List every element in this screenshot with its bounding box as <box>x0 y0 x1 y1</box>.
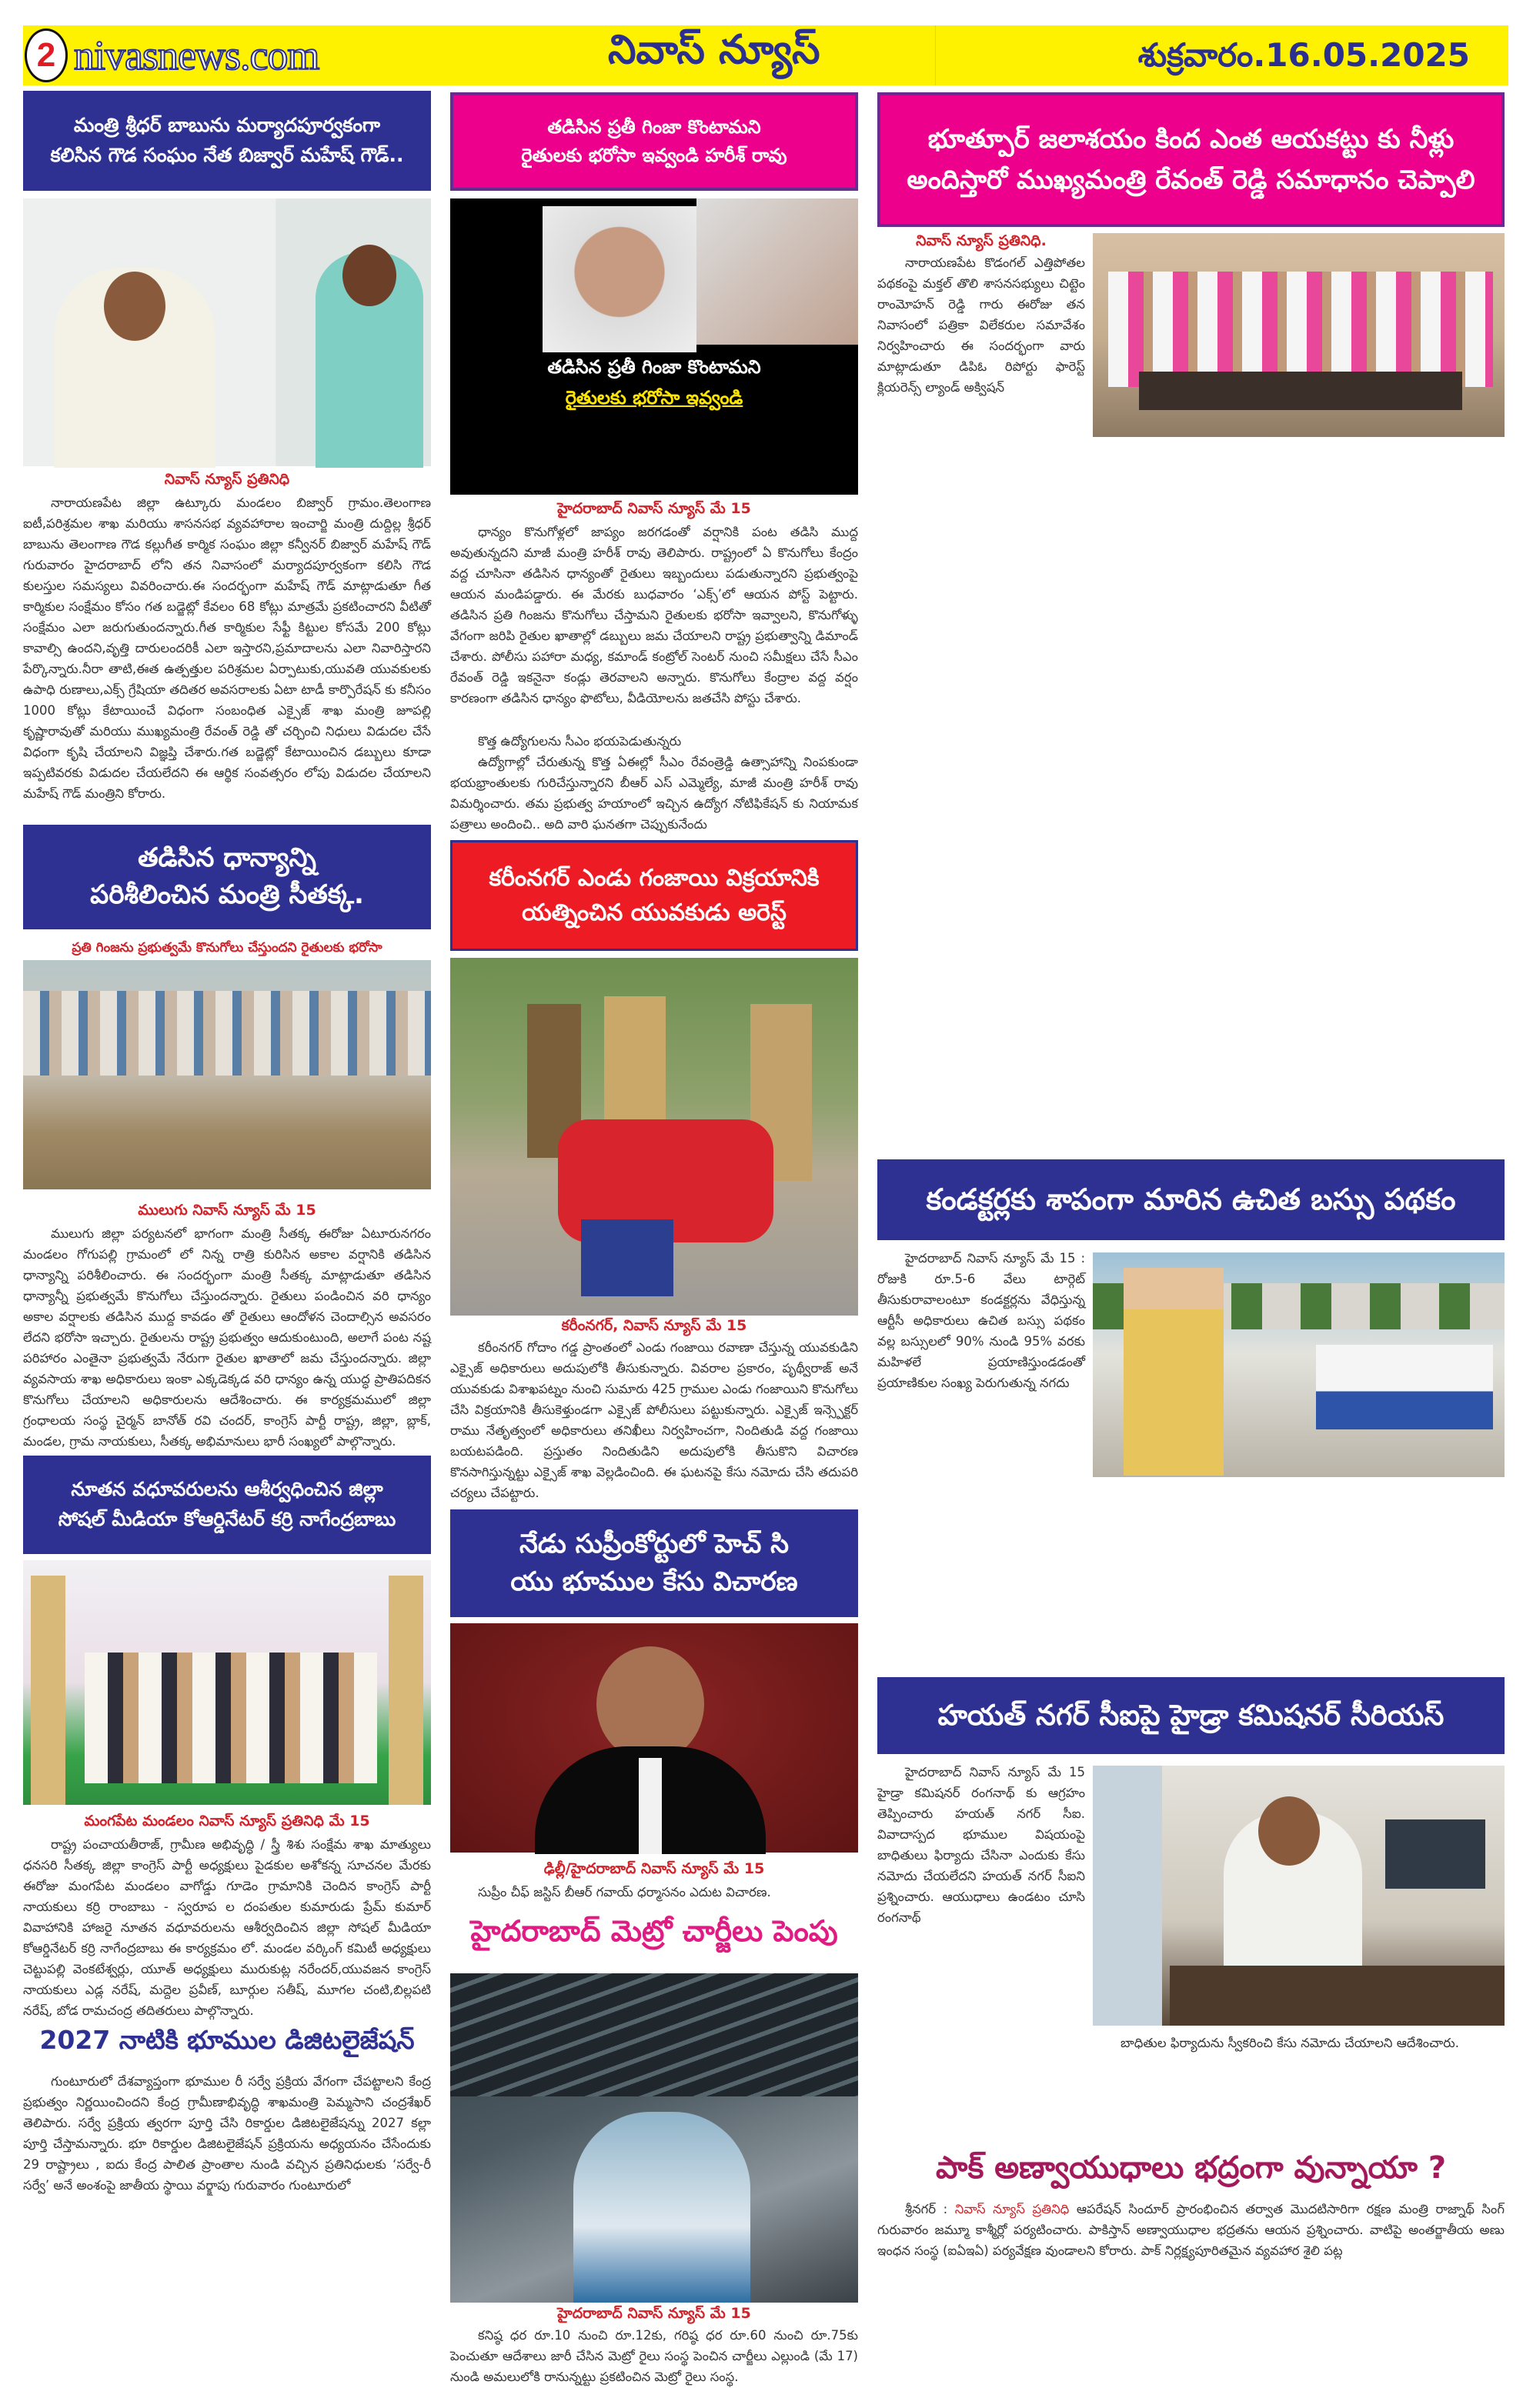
byline: నివాస్ న్యూస్ ప్రతినిధి <box>954 2202 1070 2216</box>
crowd <box>23 991 431 1076</box>
person-standing <box>1093 1766 1162 2026</box>
computer-monitor <box>1385 1819 1485 1889</box>
photo-bus-depot <box>1093 1252 1505 1477</box>
pillar <box>389 1576 423 1805</box>
article-body: కరీంనగర్ గోదాం గడ్డ ప్రాంతంలో ఎండు గంజాయి రవాణా చేస్తున్న యువకుడిని ఎక్సైజ్ అధికారులు అదుపులోకి తీసుకున్నారు. వివరాల ప్రకారం, పృథ్వీరాజ్ అనే యువకుడు విశాఖపట్నం నుంచి సుమారు 425 గ్రాముల ఎండు గంజాయిని కొనుగోలు చేసి విక్రయానికి తీసుకెళ్తుండగా ఎక్సైజ్ పోలీసులు పట్టుకున్నారు. ఎక్సైజ్ ఇన్స్పెక్టర్ రాము నేతృత్వంలో అధికారులు తనిఖీలు నిర్వహించగా, నిందితుడి వద్ద గంజాయి బయటపడింది. ప్రస్తుతం నిందితుడిని అదుపులోకి తీసుకొని విచారణ కొనసాగిస్తున్నట్టు ఎక్సైజ్ శాఖ వెల్లడించింది. ఈ ఘటనపై కేసు నమోదు చేసి తదుపరి చర్యలు చేపట్టారు. <box>450 1340 858 1500</box>
article-body: నారాయణపేట కొడంగల్ ఎత్తిపోతల పథకంపై మక్తల్ తొలి శాసనసభ్యులు చిట్టెం రాంమోహన్ రెడ్డి గారు ఈరోజు తన నివాసంలో పత్రికా విలేకరుల సమావేశం నిర్వహించారు ఈ సందర్భంగా వారు మాట్లాడుతూ డిపిఓ రిపోర్టు ఫారెస్ట్ క్లియరెన్స్ ల్యాండ్ అక్విషన్ <box>877 255 1085 395</box>
article-body <box>877 2199 1505 2403</box>
headline-line: యు భూముల కేసు విచారణ <box>510 1566 798 1597</box>
pillar <box>31 1576 65 1805</box>
dateline-place: శ్రీనగర్ : <box>905 2202 948 2216</box>
people-group <box>85 1653 377 1783</box>
headline-bhuthpur <box>877 92 1505 227</box>
article-subhead: కొత్త ఉద్యోగులను సీఎం భయపెడుతున్నరు <box>478 734 682 749</box>
commissioner-head <box>1258 1796 1320 1866</box>
person-head <box>342 245 396 306</box>
article-body: హైదరాబాద్ నివాస్ న్యూస్ మే 15 హైడ్రా కమిషనర్ రంగనాథ్ కు ఆగ్రహం తెప్పించారు హయత్ నగర్ సీఐ. వివాదాస్పద భూముల విషయంపై బాధితులు ఫిర్యాదు చేసినా ఎందుకు కేసు నమోదు చేయలేదని హయత్ నగర్ సీఐని ప్రశ్నించారు. ఆయుధాలు ఉండటం చూసి రంగనాథ్ <box>877 1765 1085 1925</box>
person-head <box>104 272 165 341</box>
article-body-continued <box>877 1486 1505 1663</box>
photo-overlay-text: తడిసిన ప్రతీ గింజా కొంటామని <box>547 356 761 378</box>
article-body: నారాయణపేట జిల్లా ఉట్కూరు మండలం బిజ్వార్ గ్రామం.తెలంగాణ ఐటీ,పరిశ్రమల శాఖ మరియు శాసనసభ వ్యవహారాల ఇంచార్జి మంత్రి దుద్దిల్ల శ్రీధర్ బాబును తెలంగాణ గౌడ కల్లుగీత కార్మిక సంఘం జిల్లా కన్వీనర్ బిజ్వార్ మహేష్ గౌడ్ గురువారం హైదరాబాద్ లోని తన నివాసంలో మర్యాదపూర్వకంగా కలిసి గౌడ కులస్తుల సమస్యలు వివరించారు.ఈ సందర్భంగా మహేష్ గౌడ్ మాట్లాడుతూ గీత కార్మికుల సంక్షేమం కోసం గత బడ్జెట్లో కేవలం 68 కోట్లు మాత్రమే ప్రకటించారని వీటితో సంక్షేమం ఎలా జరుగుతుందన్నారు.గీత కార్మికుల సేఫ్టీ కిట్టుల కోసమే 200 కోట్లు కావాల్సి ఉందని,వృత్తి దారులందరికీ ఎలా ఇస్తారని,ప్రమాదాలను ఎలా నివారిస్తారని పేర్కొన్నారు.నీరా తాటి,ఈత ఉత్పత్తుల పరిశ్రమల ఏర్పాటుకు,యువతి యువకులకు ఉపాధి రుణాలు,ఎక్స్ గ్రేషియా తదితర అవసరాలకు ఏటా టాడీ కార్పొరేషన్ కు కనీసం 1000 కోట్లు కేటాయించే విధంగా సంబంధిత ఎక్సైజ్ శాఖ మంత్రి జూపల్లి కృష్ణారావుతో మరియు ముఖ్యమంత్రి రేవంత్ రెడ్డి తో చర్చించి నిధులు విడుదల చేసే విధంగా కృషి చేయాలని విజ్ఞప్తి చేశారు.గత బడ్జెట్లో కేటాయించిన డబ్బులు కూడా ఇప్పటివరకు విడుదల చేయలేదని ఈ ఆర్థిక సంవత్సరం లోపు విడుదల చేయాలని మహేష్ గౌడ్ మంత్రిని కోరారు. <box>23 495 431 801</box>
byline: నివాస్ న్యూస్ ప్రతినిధి <box>164 471 290 488</box>
byline: ఢిల్లీ/హైదరాబాద్ నివాస్ న్యూస్ మే 15 <box>543 1860 765 1877</box>
portrait-face <box>596 1646 704 1762</box>
headline-line: యత్నించిన యువకుడు అరెస్ట్ <box>522 899 787 926</box>
crowd <box>696 198 858 345</box>
headline-digitalization: 2027 నాటికి భూముల డిజిటలైజేషన్ <box>39 2025 415 2055</box>
headline-line: తడిసిన ధాన్యాన్ని <box>138 842 316 874</box>
headline-line: కలిసిన గౌడ సంఘం నేత బిజ్వార్ మహేష్ గౌడ్.. <box>50 144 404 166</box>
photo-arrest <box>450 958 858 1316</box>
page-number: 2 <box>25 28 68 82</box>
group-in-pink-scarves <box>1108 272 1493 387</box>
article-body: హైదరాబాద్ నివాస్ న్యూస్ మే 15 : రోజుకి రూ.5-6 వేలు టార్గెట్ తీసుకురావాలంటూ కండక్టర్లను వేధిస్తున్న ఆర్టీసీ అధికారులు ఉచిత బస్సు పథకం వల్ల బస్సులలో 90% నుండి 95% వరకు మహిళలే ప్రయాణిస్తుండడంతో ప్రయాణికుల సంఖ్య పెరుగుతున్న నగదు <box>877 1251 1085 1390</box>
headline-line: నేడు సుప్రీంకోర్టులో హెచ్ సి <box>519 1528 789 1559</box>
article-body-continued <box>877 445 1505 1145</box>
subheadline: ప్రతి గింజను ప్రభుత్వమే కొనుగోలు చేస్తుందని రైతులకు భరోసా <box>72 940 382 956</box>
headline-wedding <box>23 1456 431 1554</box>
speaker <box>543 206 696 352</box>
depot-roof <box>450 1973 858 2096</box>
photo-overlay-text: రైతులకు భరోసా ఇవ్వండి <box>565 387 743 409</box>
article-body: రాష్ట్ర పంచాయతీరాజ్, గ్రామీణ అభివృద్ధి / స్త్రీ శిశు సంక్షేమ శాఖ మాత్యులు ధనసరి సీతక్క జిల్లా కాంగ్రెస్ పార్టీ అధ్యక్షులు పైడకుల అశోకన్న సూచనల మేరకు ఈరోజు మంగపేట మండలం వాగోడ్డు గూడెం గ్రామానికి చెందిన కాంగ్రెస్ పార్టీ నాయకులు కర్రి రాంబాబు - స్వరూప ల దంపతుల కుమారుడు ప్రేమ్ కుమార్ వివాహానికి హాజరై నూతన వధూవరులను ఆశీర్వదించిన జిల్లా సోషల్ మీడియా కోఆర్డినేటర్ కర్రి నాగేంద్రబాబు ఈ కార్యక్రమం లో. మండల వర్కింగ్ కమిటీ అధ్యక్షులు చెట్టుపల్లి వెంకటేశ్వర్లు, యూత్ అధ్యక్షులు మురుకుట్ల నరేందర్,యువజన కాంగ్రెస్ నాయకులు ఎడ్ల నరేష్, మద్దెల ప్రవీణ్, బూర్గుల సతీష్, మూగల చంటి,బిల్లపటి నరేష్, బోడ రామచంద్ర తదితరులు పాల్గొన్నారు. <box>23 1837 431 2018</box>
accused <box>581 1219 673 1296</box>
header-divider <box>935 25 936 85</box>
headline-line: పరిశీలించిన మంత్రి సీతక్క. <box>90 879 364 910</box>
train-front <box>573 2112 750 2303</box>
headline-metro: హైదరాబాద్ మెట్రో చార్జీలు పెంపు <box>470 1914 838 1948</box>
headline-gouda <box>23 91 431 191</box>
photo-harish-rao <box>450 198 858 495</box>
headline-line: అందిస్తారో ముఖ్యమంత్రి రేవంత్ రెడ్డి సమాధానం చెప్పాలి <box>907 164 1475 195</box>
article-body: ఉద్యోగాల్లో చేరుతున్న కొత్త ఏఈల్లో సీఎం రేవంత్రెడ్డి ఉత్సాహాన్ని నింపకుండా భయభ్రాంతులకు గురిచేస్తున్నారని బీఆర్ ఎస్ ఎమ్మెల్యే, మాజీ మంత్రి హరీశ్ రావు విమర్శించారు. తమ ప్రభుత్వ హయాంలో ఇచ్చిన ఉద్యోగ నోటిఫికేషన్ కు నియామక పత్రాలు అందించి.. అది వారి ఘనతగా చెప్పుకునేందు <box>450 755 858 832</box>
article-body: ములుగు జిల్లా పర్యటనలో భాగంగా మంత్రి సీతక్క ఈరోజు ఏటూరునగరం మండలం గోగుపల్లి గ్రామంలో లో నిన్న రాత్రి కురిసిన అకాల వర్షానికి తడిసిన ధాన్యాన్ని పరిశీలించారు. ఈ సందర్భంగా మంత్రి సీతక్క మాట్లాడుతూ తడిసిన ధాన్యాన్నీ ప్రభుత్వమే కొనుగోలు చేస్తుందన్నారు. రైతులు పండించిన వరి ధాన్యం అకాల వర్షాలకు తడిసిన ముద్ద కావడం తో రైతులు ఆందోళన చెందాల్సిన అవసరం లేదని భరోసా ఇచ్చారు. రైతులను రాష్ట్ర ప్రభుత్వం ఆదుకుంటుంది, అలాగే పంట నష్ట పరిహారం ఎంతైనా ప్రభుత్వమే నేరుగా రైతుల ఖాతాలో జమ చేస్తుందన్నారు. జిల్లా వ్యవసాయ శాఖ అధికారులు ఇంకా ఎక్కడెక్కడ వరి ధాన్యం ఉన్న యుద్ధ ప్రాతిపదికన కొనుగోలు చేయాలని అధికారులను ఆదేశించారు. ఈ కార్యక్రమములో జిల్లా గ్రంధాలయ సంస్థ చైర్మన్ బానోత్ రవి చందర్, కాంగ్రెస్ పార్టీ రాష్ట్ర, జిల్లా, బ్లాక్, మండల, గ్రామ నాయకులు, సీతక్క అభిమానులు భారీ సంఖ్యలో పాల్గొన్నారు. <box>23 1226 431 1449</box>
newspaper-masthead: నివాస్ న్యూస్ <box>608 27 820 73</box>
masthead-bar <box>23 25 1508 85</box>
photo-chief-justice <box>450 1623 858 1853</box>
headline-free-bus: కండక్టర్లకు శాపంగా మారిన ఉచిత బస్సు పథకం <box>877 1159 1505 1240</box>
photo-paddy-inspection <box>23 960 431 1189</box>
byline: మంగపేట మండలం నివాస్ న్యూస్ ప్రతినిధి మే 15 <box>84 1813 370 1829</box>
headline-sitakka <box>23 825 431 929</box>
desk <box>1170 1966 1505 2026</box>
headline-line: కరీంనగర్ ఎండు గంజాయి విక్రయానికి <box>489 865 820 892</box>
bus <box>1316 1345 1493 1429</box>
byline: ములుగు నివాస్ న్యూస్ మే 15 <box>138 1202 316 1219</box>
headline-supreme-court <box>450 1509 858 1617</box>
headline-line: భూత్పూర్ జలాశయం కింద ఎంత ఆయకట్టు కు నీళ్లు <box>927 123 1455 155</box>
headline-line: రైతులకు భరోసా ఇవ్వండి హరీశ్ రావు <box>521 145 787 166</box>
article-body: ధాన్యం కొనుగోళ్లలో జాప్యం జరగడంతో వర్షానికి పంట తడిసి ముద్ద అవుతున్నదని మాజీ మంత్రి హరీశ్ రావు తెలిపారు. రాష్ట్రంలో ఏ కొనుగోలు కేంద్రం వద్ద చూసినా తడిసిన ధాన్యంతో రైతులు ఇబ్బందులు పడుతున్నారని ప్రభుత్వంపై ఆయన మండిపడ్డారు. ఈ మేరకు బుధవారం ‘ఎక్స్’లో ఆయన పోస్ట్ పెట్టారు. తడిసిన ప్రతి గింజను కొనుగోలు చేస్తామని రైతులకు భరోసా ఇవ్వాలని, కొనుగోళ్ళు వేగంగా జరిపి రైతుల ఖాతాల్లో డబ్బులు జమ చేయాలని రాష్ట్ర ప్రభుత్వాన్ని డిమాండ్ చేశారు. పోలీసు పహారా మధ్య, కమాండ్ కంట్రోల్ సెంటర్ నుంచి సమీక్షలు చేసే సీఎం రేవంత్ రెడ్డి ఇకనైనా కండ్లు తెరవాలని అన్నారు. కొనుగోలు కేంద్రాల వద్ద వర్షం కారణంగా తడిసిన ధాన్యం ఫొటోలు, వీడియోలను జతచేసి పోస్టు చేశారు. <box>450 525 858 705</box>
table <box>1139 372 1462 410</box>
conductor-illustration <box>1124 1268 1224 1476</box>
article-text: ఆపరేషన్ సిందూర్ ప్రారంభించిన తర్వాత మొదటిసారిగా రక్షణ మంత్రి రాజ్నాథ్ సింగ్ గురువారం జమ్మూ కాశ్మీర్లో పర్యటించారు. పాకిస్తాన్ అణ్వాయుధాల భద్రతను ఆయన ప్రశ్నించారు. వాటిపై అంతర్జాతీయ అణు ఇంధన సంస్థ (ఐఏఇఏ) పర్యవేక్షణ వుండాలని కోరారు. పాక్ నిర్లక్ష్యపూరితమైన వ్యవహార శైలి పట్ల <box>877 2202 1505 2258</box>
article-body: కనిష్ఠ ధర రూ.10 నుంచి రూ.12కు, గరిష్ఠ ధర రూ.60 నుంచి రూ.75కు పెంచుతూ ఆదేశాలు జారీ చేసిన మెట్రో రైలు సంస్థ పెంచిన చార్జీలు ఎల్లుండి (మే 17) నుండి అమలులోకి రానున్నట్టు ప్రకటించిన మెట్రో రైలు సంస్థ. <box>450 2328 858 2384</box>
article-body: బాధితుల ఫిర్యాదును స్వీకరించి కేసు నమోదు చేయాలని ఆదేశించారు. <box>1121 2036 1459 2050</box>
photo-hydra-commissioner <box>1093 1766 1505 2026</box>
article-body: గుంటూరులో దేశవ్యాప్తంగా భూముల రీ సర్వే ప్రక్రియ వేగంగా చేపట్టాలని కేంద్ర ప్రభుత్వం నిర్ణయించిందని కేంద్ర గ్రామీణాభివృద్ధి శాఖమంత్రి పెమ్మసాని చంద్రశేఖర్ తెలిపారు. సర్వే ప్రక్రియ త్వరగా పూర్తి చేసి రికార్డుల డిజిటలైజేషన్ను 2027 కల్లా పూర్తి చేస్తామన్నారు. భూ రికార్డుల డిజిటలైజేషన్ ప్రక్రియను అధ్యయనం చేసేందుకు 29 రాష్ట్రాలు , ఐదు కేంద్ర పాలిత ప్రాంతాల నుండి వచ్చిన ప్రతినిధులకు ‘సర్వే-రీ సర్వే’ అనే అంశంపై జాతీయ స్థాయి వర్క్షాపు గురువారం గుంటూరులో <box>23 2074 431 2193</box>
site-url[interactable]: nivasnews.com <box>74 32 319 78</box>
headline-line: తడిసిన ప్రతీ గింజా కొంటామని <box>547 115 761 138</box>
article-body: సుప్రీం చీఫ్ జస్టిస్ బీఆర్ గవాయ్ ధర్మాసనం ఎదుట విచారణ. <box>478 1885 771 1899</box>
byline: నివాస్ న్యూస్ ప్రతినిధి. <box>916 232 1047 249</box>
photo-press-meet <box>1093 233 1505 437</box>
byline: హైదరాబాద్ నివాస్ న్యూస్ మే 15 <box>557 500 751 517</box>
byline: కరీంనగర్, నివాస్ న్యూస్ మే 15 <box>561 1317 747 1334</box>
photo-metro-train <box>450 1973 858 2303</box>
headline-hayath-nagar: హయత్ నగర్ సీఐపై హైడ్రా కమిషనర్ సీరియస్ <box>877 1677 1505 1754</box>
photo-wedding <box>23 1560 431 1805</box>
headline-pak-nuclear: పాక్ అణ్వాయుధాలు భద్రంగా వున్నాయా ? <box>935 2150 1447 2186</box>
headline-line: సోషల్ మీడియా కోఆర్డినేటర్ కర్రి నాగేంద్రబాబు <box>58 1508 396 1530</box>
headline-line: నూతన వధూవరులను ఆశీర్వధించిన జిల్లా <box>71 1478 383 1501</box>
issue-date: శుక్రవారం.16.05.2025 <box>1137 36 1470 74</box>
headline-harish <box>450 92 858 191</box>
photo-minister-meeting <box>23 198 431 466</box>
headline-karimnagar <box>450 840 858 951</box>
byline: హైదరాబాద్ నివాస్ న్యూస్ మే 15 <box>557 2305 751 2322</box>
collar-band <box>639 1758 662 1854</box>
headline-line: మంత్రి శ్రీధర్ బాబును మర్యాదపూర్వకంగా <box>73 114 381 137</box>
